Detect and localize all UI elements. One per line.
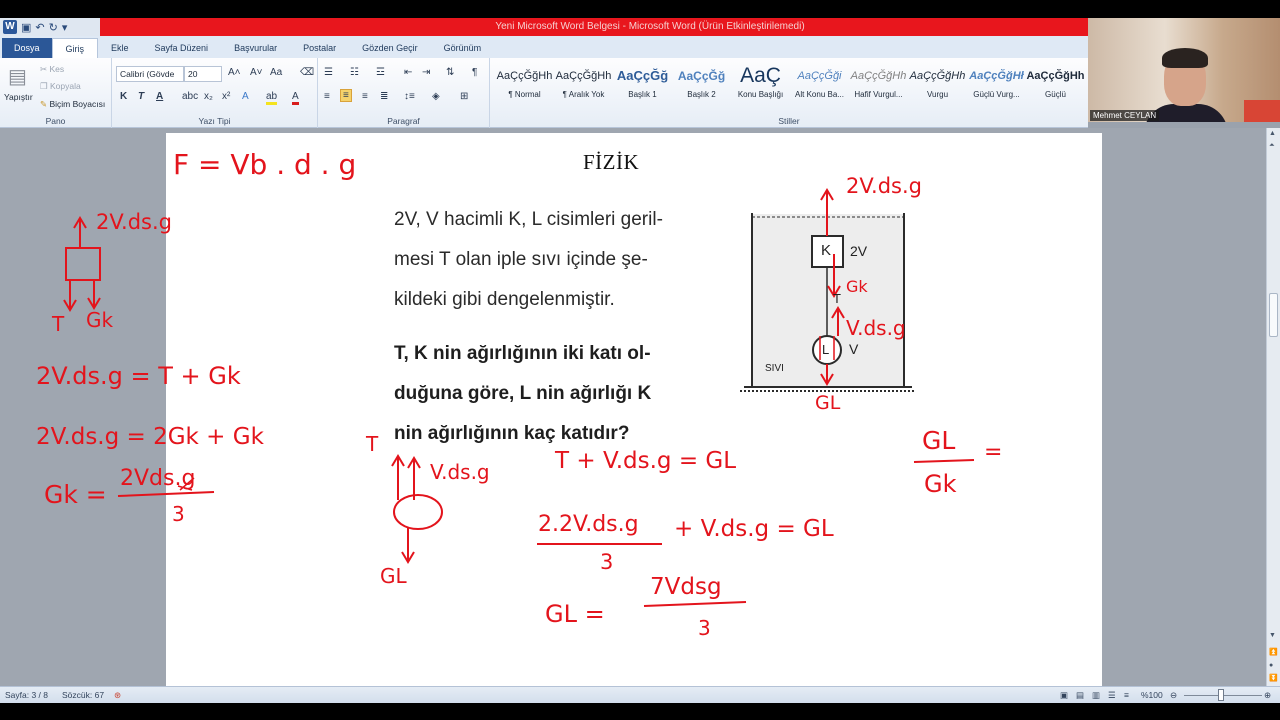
text-effects-icon[interactable]: A (242, 91, 249, 102)
view-draft-icon[interactable]: ≡ (1124, 690, 1129, 700)
tab-insert[interactable]: Ekle (111, 43, 129, 53)
question-bold-line: nin ağırlığının kaç katıdır? (394, 423, 630, 444)
style-name: Başlık 1 (628, 90, 657, 99)
style-sample: AaÇçĞğHh (555, 70, 612, 82)
hw-eq6-left: GL = (545, 600, 605, 628)
hw-fbd-k-t: T (52, 312, 65, 336)
bullets-icon[interactable]: ☰ (324, 67, 333, 78)
hw-fbd-l-up: V.ds.g (430, 460, 490, 484)
increase-indent-icon[interactable]: ⇥ (422, 67, 431, 78)
shading-icon[interactable]: ◈ (432, 91, 440, 102)
strikethrough-icon[interactable]: abc (182, 91, 199, 102)
hw-eq3-left: Gk = (44, 480, 107, 509)
hw-ratio-den: Gk (924, 470, 957, 498)
status-page-count[interactable]: Sayfa: 3 / 8 (5, 690, 48, 700)
hw-fbd-l-t: T (366, 432, 379, 456)
style-name: Başlık 2 (687, 90, 716, 99)
ratio-fraction-bar (914, 460, 974, 462)
hw-eq2: 2V.ds.g = 2Gk + Gk (36, 424, 264, 450)
hw-fbd-k-up: 2V.ds.g (96, 210, 172, 234)
figure-label-l: L (822, 342, 830, 357)
hw-eq3-den: 3 (172, 502, 185, 526)
style-sample: AaÇçĞğHh (909, 70, 966, 82)
tab-page-layout[interactable]: Sayfa Düzeni (154, 43, 209, 53)
style-sample: AaÇçĞği (797, 70, 842, 82)
style-name: Hafif Vurgul... (854, 90, 903, 99)
clipboard-group-label: Pano (45, 116, 66, 126)
browse-object-icon[interactable]: ● (1269, 662, 1274, 669)
fbd-l-arrow-buoyancy (408, 458, 420, 500)
pilcrow-icon[interactable]: ¶ (472, 67, 478, 78)
eq6-fraction-bar (644, 602, 746, 606)
style-sample: AaÇçĞğHh (850, 70, 907, 82)
zoom-in-icon[interactable]: ⊕ (1264, 690, 1272, 700)
hw-eq1: 2V.ds.g = T + Gk (36, 362, 241, 390)
superscript-icon[interactable]: x² (222, 91, 231, 102)
style-name: Konu Başlığı (737, 90, 784, 99)
hw-eq5-right: + V.ds.g = GL (674, 516, 834, 542)
style-sample: AaÇ (740, 64, 781, 87)
redo-icon[interactable]: ↻ (48, 21, 58, 34)
align-left-icon[interactable]: ≡ (324, 91, 330, 102)
decrease-indent-icon[interactable]: ⇤ (404, 67, 413, 78)
font-group-label: Yazı Tipi (198, 116, 231, 126)
fbd-l-arrow-t (392, 456, 404, 500)
change-case-icon[interactable]: Aa (270, 67, 283, 78)
grow-font-icon[interactable]: A˄ (228, 67, 241, 78)
zoom-level[interactable]: %100 (1141, 690, 1163, 700)
hw-fbd-k-g: Gk (86, 308, 114, 332)
cut-icon: ✂ (40, 64, 50, 74)
format-painter-button[interactable]: ✎ Biçim Boyacısı (40, 99, 106, 109)
style-sample: AaÇçĞğ (677, 69, 726, 83)
hw-eq4: T + V.ds.g = GL (555, 448, 737, 474)
question-bold-line: duğuna göre, L nin ağırlığı K (394, 383, 652, 404)
fbd-k-arrow-up (74, 218, 86, 248)
tab-review[interactable]: Gözden Geçir (362, 43, 418, 53)
fbd-l-arrow-down (402, 528, 414, 562)
tab-file[interactable]: Dosya (2, 38, 52, 58)
align-center-icon[interactable]: ≡ (340, 89, 352, 102)
hw-fbd-l-down: GL (380, 564, 407, 588)
paste-icon[interactable]: ▤ (8, 66, 27, 88)
bottom-strip (0, 703, 1280, 720)
align-right-icon[interactable]: ≡ (362, 91, 368, 102)
window-title: Yeni Microsoft Word Belgesi - Microsoft Word (Ürün Etkinleştirilemedi) (495, 21, 805, 32)
page-up-icon[interactable]: ⏶ (1269, 142, 1275, 149)
borders-icon[interactable]: ⊞ (460, 91, 469, 102)
italic-icon[interactable]: T (138, 91, 145, 102)
hw-formula-top: F = Vb . d . g (173, 148, 357, 181)
view-outline-icon[interactable]: ☰ (1108, 690, 1116, 700)
hw-fig-l-down: GL (815, 392, 841, 414)
fbd-k (64, 218, 100, 310)
hw-eq6-den: 3 (698, 616, 711, 640)
fbd-k-arrow-down-g (88, 280, 100, 308)
highlight-icon[interactable]: ab (266, 91, 277, 102)
style-name: Alt Konu Ba... (795, 90, 844, 99)
status-word-count[interactable]: Sözcük: 67 (62, 690, 105, 700)
font-color-icon[interactable]: A (292, 91, 299, 102)
underline-icon[interactable]: A (156, 91, 164, 102)
figure-label-k: K (821, 242, 832, 259)
hw-ratio-eq: = (984, 440, 1003, 465)
tab-references[interactable]: Başvurular (234, 43, 278, 53)
customize-qat-icon[interactable]: ▾ (61, 21, 68, 34)
style-name: Vurgu (926, 90, 949, 99)
font-family-select[interactable]: Calibri (Gövde (116, 66, 184, 82)
figure-label-t: T (833, 291, 841, 306)
fbd-k-box (66, 248, 100, 280)
fbd-l-ball (394, 495, 442, 529)
figure-label-v: V (849, 341, 859, 357)
bold-icon[interactable]: K (120, 91, 128, 102)
style-sample: AaÇçĞğHł (969, 70, 1024, 82)
hw-fig-k-down: Gk (846, 277, 868, 296)
subscript-icon[interactable]: x₂ (204, 91, 213, 102)
multilevel-list-icon[interactable]: ☲ (376, 67, 385, 78)
scroll-up-icon[interactable]: ▲ (1269, 130, 1276, 137)
shrink-font-icon[interactable]: A˅ (250, 67, 263, 78)
figure-label-2v: 2V (850, 243, 868, 259)
zoom-slider-thumb[interactable] (1218, 689, 1224, 701)
view-print-layout-icon[interactable]: ▣ (1060, 690, 1069, 700)
clear-format-icon[interactable]: ⌫ (300, 67, 315, 78)
scroll-down-icon[interactable]: ▼ (1269, 632, 1276, 639)
undo-icon[interactable]: ↶ (35, 21, 45, 34)
brush-icon: ✎ (40, 99, 50, 109)
hw-eq6-num: 7Vdsg (650, 574, 722, 600)
question-line: mesi T olan iple sıvı içinde şe- (394, 249, 648, 270)
hw-eq5-num: 2.2V.ds.g (538, 512, 639, 537)
style-name: Güçlü Vurg... (973, 90, 1020, 99)
question-line: 2V, V hacimli K, L cisimleri geril- (394, 209, 663, 230)
fbd-k-arrow-down-t (64, 280, 76, 310)
hw-ratio-num: GL (922, 426, 956, 455)
hw-eq3-num: 2Vds.g (120, 466, 196, 491)
vertical-scrollbar[interactable] (1266, 128, 1280, 686)
style-sample: AaÇçĞğHh (496, 70, 553, 82)
cut-button[interactable]: ✂ Kes (40, 64, 65, 74)
hw-fig-k-up: 2V.ds.g (846, 174, 922, 198)
line-spacing-icon[interactable]: ↕≡ (404, 91, 415, 102)
view-web-layout-icon[interactable]: ▥ (1092, 690, 1101, 700)
style-sample: AaÇçĞğ (616, 68, 669, 83)
hw-eq5-den: 3 (600, 550, 614, 574)
word-logo-icon[interactable]: W (3, 20, 17, 34)
page-heading: FİZİK (583, 150, 640, 174)
font-size-select[interactable]: 20 (184, 66, 222, 82)
tab-home[interactable]: Giriş (52, 38, 99, 58)
scroll-thumb[interactable] (1269, 293, 1278, 337)
save-icon[interactable]: ▣ (21, 21, 32, 34)
proofing-icon[interactable]: ⊛ (114, 690, 122, 700)
question-line: kildeki gibi dengelenmiştir. (394, 289, 615, 310)
presenter-name: Mehmet CEYLAN (1090, 110, 1159, 121)
sort-icon[interactable]: ⇅ (446, 67, 455, 78)
figure-label-liquid: SIVI (765, 363, 784, 374)
style-sample: AaÇçĞğHh (1026, 70, 1085, 82)
zoom-out-icon[interactable]: ⊖ (1170, 690, 1178, 700)
eq3-fraction-bar (118, 492, 214, 496)
paragraph-group-label: Paragraf (387, 116, 420, 126)
numbering-icon[interactable]: ☷ (350, 67, 359, 78)
tab-view[interactable]: Görünüm (443, 43, 482, 53)
status-bar (0, 686, 1280, 703)
hw-fig-l-up: V.ds.g (846, 316, 906, 340)
styles-group-label: Stiller (778, 116, 800, 126)
paste-button[interactable]: Yapıştır (4, 92, 33, 102)
view-full-screen-icon[interactable]: ▤ (1076, 690, 1085, 700)
prev-page-icon[interactable]: ⏫ (1269, 649, 1278, 656)
tab-mailings[interactable]: Postalar (303, 43, 337, 53)
style-name: Güçlü (1045, 90, 1066, 99)
style-name: ¶ Aralık Yok (562, 90, 605, 99)
style-name: ¶ Normal (508, 90, 541, 99)
copy-button[interactable]: ❐ Kopyala (40, 81, 81, 91)
next-page-icon[interactable]: ⏬ (1269, 675, 1278, 682)
copy-icon: ❐ (40, 81, 50, 91)
justify-icon[interactable]: ≣ (380, 91, 389, 102)
question-bold-line: T, K nin ağırlığının iki katı ol- (394, 343, 651, 364)
